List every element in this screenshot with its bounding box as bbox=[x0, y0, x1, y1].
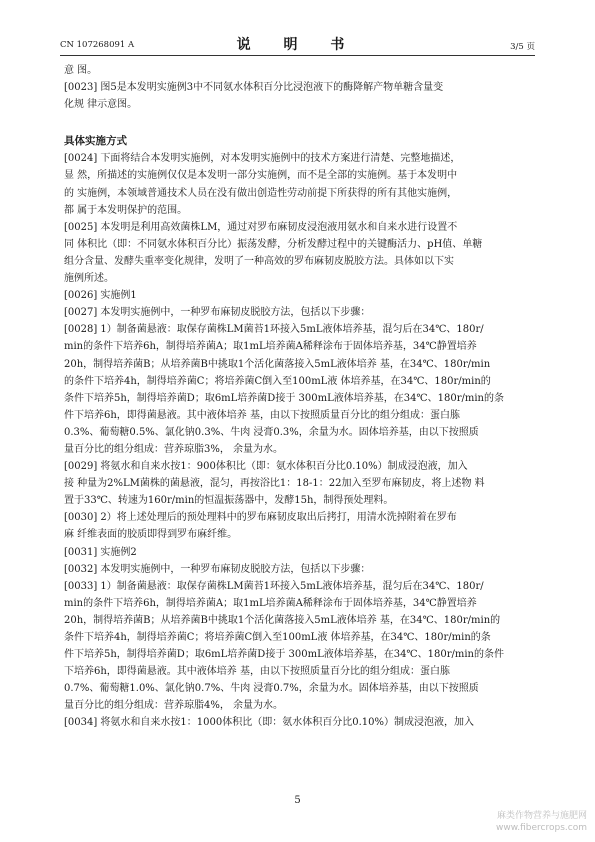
body-line bbox=[64, 113, 534, 133]
body-line: min的条件下培养6h，制得培养菌A；取1mL培养菌A稀释涂布于固体培养基，34℃静置培养 bbox=[64, 341, 477, 353]
body-line: [0028] 1）制备菌悬液：取保存菌株LM菌苔1环接入5mL液体培养基，混匀后在34℃、180r/ bbox=[64, 324, 484, 336]
page-indicator: 3/5 页 bbox=[510, 42, 535, 52]
body-line: [0032] 本发明实施例中，一种罗布麻韧皮脱胶方法，包括以下步骤： bbox=[64, 563, 371, 575]
body-line: 件下培养5h，制得培养菌D；取6mL培养菌D接于 300mL液体培养基，在34℃、180r/min的条件 bbox=[64, 649, 504, 661]
body-line: 显 然，所描述的实施例仅仅是本发明一部分实施例，而不是全部的实施例。基于本发明中 bbox=[64, 170, 458, 182]
body-line: 置于33℃、转速为160r/min的恒温振荡器中，发酵15h，制得预处理料。 bbox=[64, 495, 394, 507]
body-line: 条件下培养5h，制得培养菌D；取6mL培养菌D接于 300mL液体培养基，在34℃、180r/min的条 bbox=[64, 392, 504, 404]
body-line: [0024] 下面将结合本发明实施例，对本发明实施例中的技术方案进行清楚、完整地描述， bbox=[64, 153, 461, 165]
body-line: 20h，制得培养菌B；从培养菌B中挑取1个活化菌落接入5mL液体培养 基，在34℃、180r/min bbox=[64, 358, 491, 370]
body-line: 意 图。 bbox=[64, 65, 98, 76]
body-line: 条件下培养4h，制得培养菌C；将培养菌C倒入至100mL液 体培养基，在34℃、180r/min的条 bbox=[64, 632, 491, 643]
body-line: 都 属于本发明保护的范围。 bbox=[64, 204, 188, 216]
document-body bbox=[64, 62, 534, 732]
body-line: 同 体积比（即：不同氨水体积百分比）振荡发酵，分析发酵过程中的关键酶活力、pH值、单糖 bbox=[64, 238, 483, 250]
body-line: 的条件下培养4h，制得培养菌C；将培养菌C倒入至100mL液 体培养基，在34℃、180r/min的 bbox=[64, 375, 491, 387]
body-line: [0033] 1）制备菌悬液：取保存菌株LM菌苔1环接入5mL液体培养基，混匀后在34℃、180r/ bbox=[64, 580, 484, 592]
body-line: 接 种量为2%LM菌株的菌悬液，混匀，再按浴比1：18-1：22加入至罗布麻韧皮，将上述物 料 bbox=[64, 478, 485, 490]
body-line: 施例所述。 bbox=[64, 273, 114, 285]
header-divider bbox=[60, 55, 535, 56]
body-line: [0027] 本发明实施例中，一种罗布麻韧皮脱胶方法，包括以下步骤： bbox=[64, 307, 371, 319]
body-line: [0030] 2）将上述处理后的预处理料中的罗布麻韧皮取出后拷打，用清水洗掉附着在罗布 bbox=[64, 512, 457, 524]
watermark-url: www.fibercrops.com bbox=[496, 823, 587, 833]
body-line: [0029] 将氨水和自来水按1：900体积比（即：氨水体积百分比0.10%）制成浸泡液，加入 bbox=[64, 461, 468, 473]
body-line: 组分含量、发酵失重率变化规律，发明了一种高效的罗布麻韧皮脱胶方法。具体如以下实 bbox=[64, 255, 454, 267]
body-line: [0023] 图5是本发明实施例3中不同氨水体积百分比浸泡液下的酶降解产物单糖含量变 bbox=[64, 82, 444, 94]
body-line: 麻 纤维表面的胶质即得到罗布麻纤维。 bbox=[64, 529, 238, 541]
site-watermark bbox=[496, 810, 587, 834]
patent-number: CN 107268091 A bbox=[60, 40, 135, 50]
body-line: 量百分比的组分组成：营养琼脂4%， 余量为水。 bbox=[64, 700, 284, 712]
body-line: [0026] 实施例1 bbox=[64, 290, 137, 302]
body-line: [0034] 将氨水和自来水按1：1000体积比（即：氨水体积百分比0.10%）制成浸泡液，加入 bbox=[64, 717, 475, 729]
body-line: 0.7%、葡萄糖1.0%、氯化钠0.7%、牛肉 浸膏0.7%，余量为水。固体培养基，由以下按照质 bbox=[64, 683, 479, 695]
body-line: [0031] 实施例2 bbox=[64, 546, 137, 558]
body-line: 件下培养6h，即得菌悬液。其中液体培养 基，由以下按照质量百分比的组分组成：蛋白胨 bbox=[64, 409, 460, 421]
body-line: 0.3%、葡萄糖0.5%、氯化钠0.3%、牛肉 浸膏0.3%，余量为水。固体培养基，由以下按照质 bbox=[64, 426, 479, 438]
page-number: 5 bbox=[294, 795, 301, 806]
watermark-cn: 麻类作物营养与施肥网 bbox=[496, 811, 587, 821]
document-title: 说 明 书 bbox=[236, 37, 359, 53]
body-line: 20h，制得培养菌B；从培养菌B中挑取1个活化菌落接入5mL液体培养 基，在34℃、180r/min的 bbox=[64, 614, 501, 626]
body-line: 下培养6h，即得菌悬液。其中液体培养 基，由以下按照质量百分比的组分组成：蛋白胨 bbox=[64, 666, 450, 678]
body-line: [0025] 本发明是利用高效菌株LM，通过对罗布麻韧皮浸泡液用氨水和自来水进行设置不 bbox=[64, 221, 458, 233]
body-line: 化规 律示意图。 bbox=[64, 99, 138, 111]
section-heading: 具体实施方式 bbox=[64, 135, 127, 148]
body-line: min的条件下培养6h，制得培养菌A；取1mL培养菌A稀释涂布于固体培养基，34℃静置培养 bbox=[64, 597, 477, 609]
body-line: 的 实施例，本领域普通技术人员在没有做出创造性劳动前提下所获得的所有其他实施例， bbox=[64, 187, 458, 199]
body-line: 量百分比的组分组成：营养琼脂3%， 余量为水。 bbox=[64, 443, 284, 455]
page-header bbox=[60, 34, 535, 54]
